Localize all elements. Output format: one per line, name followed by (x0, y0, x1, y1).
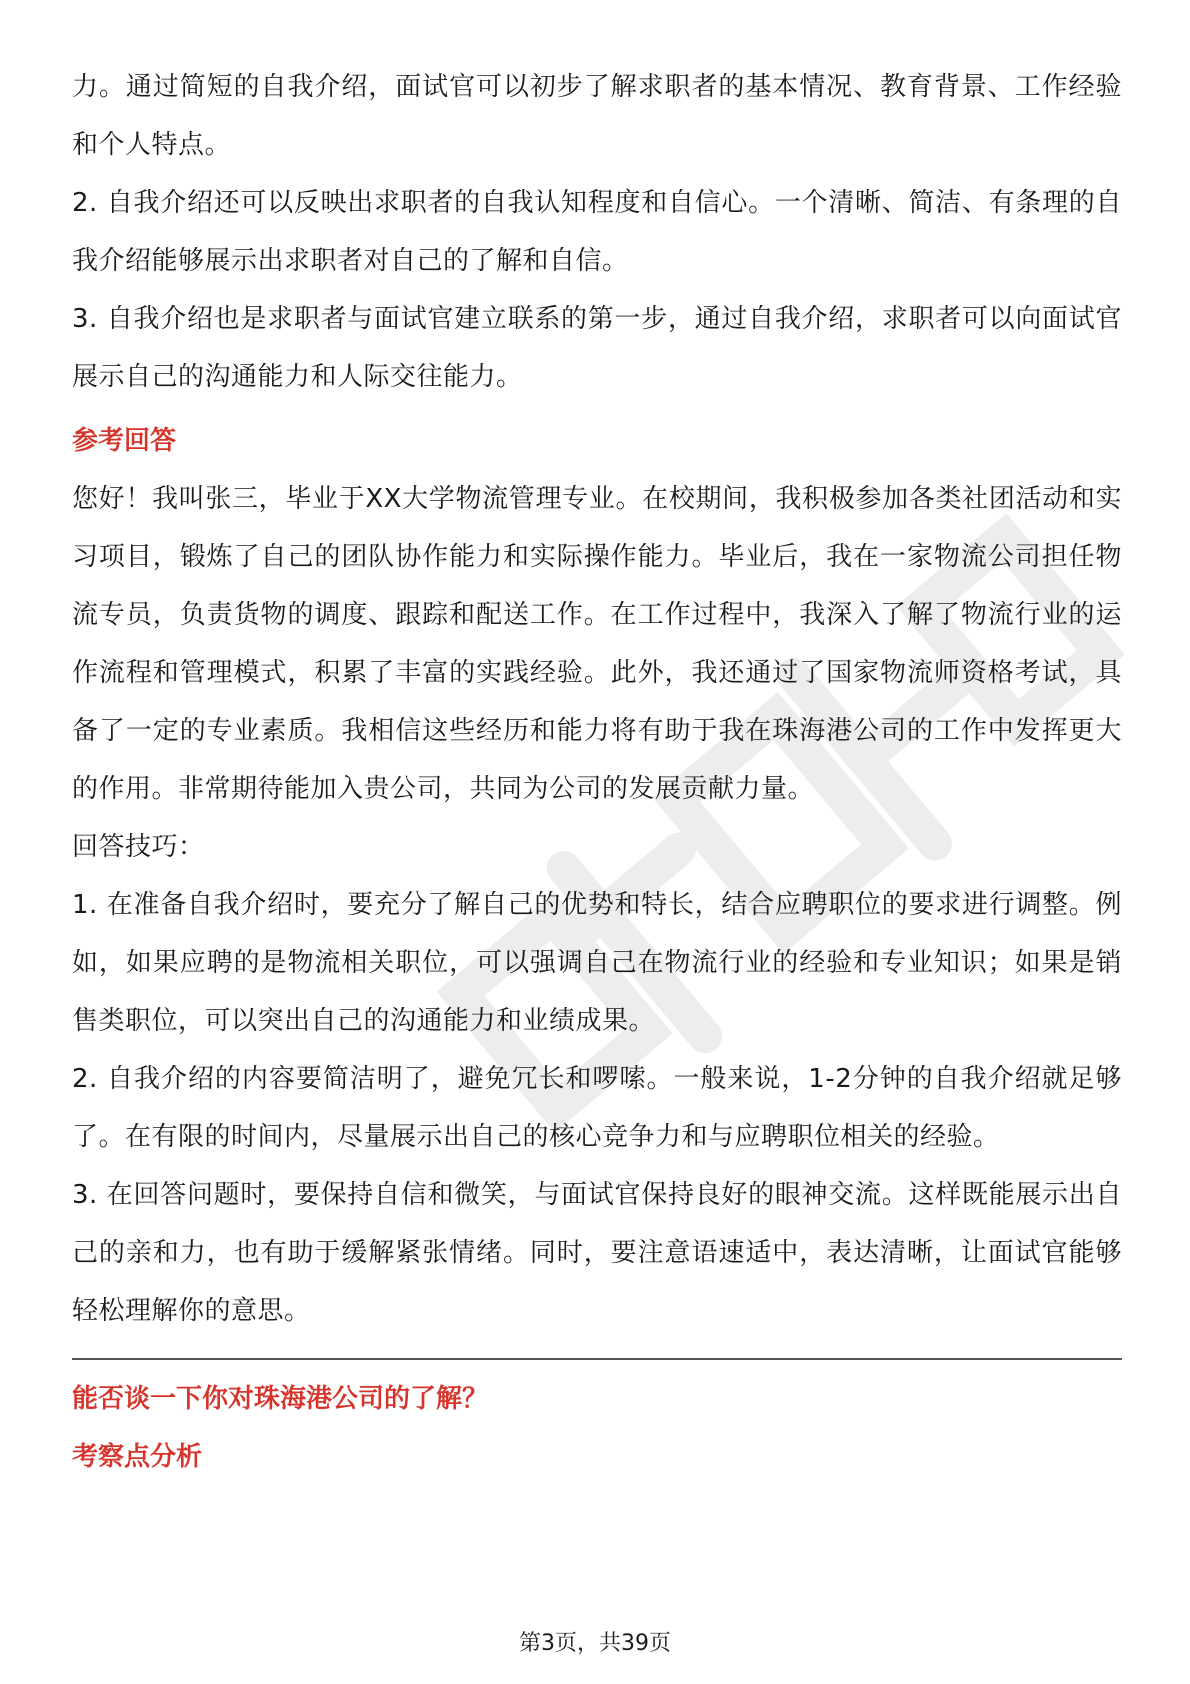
page-number: 第3页，共39页 (519, 1631, 671, 1656)
tip-2: 2. 自我介绍的内容要简洁明了，避免冗长和啰嗦。一般来说，1-2分钟的自我介绍就足够了。在有限的时间内，尽量展示出自己的核心竞争力和与应聘职位相关的经验。 (72, 1064, 1122, 1152)
document-page (72, 58, 1122, 1486)
tip-1: 1. 在准备自我介绍时，要充分了解自己的优势和特长，结合应聘职位的要求进行调整。例如，如果应聘的是物流相关职位，可以强调自己在物流行业的经验和专业知识；如果是销售类职位，可以突出自己的沟通能力和业绩成果。 (72, 890, 1122, 1036)
intro-paragraph: 力。通过简短的自我介绍，面试官可以初步了解求职者的基本情况、教育背景、工作经验和个人特点。 (72, 72, 1122, 160)
tips-label: 回答技巧： (72, 832, 205, 862)
next-question-title: 能否谈一下你对珠海港公司的了解？ (72, 1384, 489, 1414)
tip-3: 3. 在回答问题时，要保持自信和微笑，与面试官保持良好的眼神交流。这样既能展示出自己的亲和力，也有助于缓解紧张情绪。同时，要注意语速适中，表达清晰，让面试官能够轻松理解你的意思。 (72, 1180, 1122, 1326)
reference-answer-heading: 参考回答 (72, 426, 177, 456)
analysis-heading: 考察点分析 (72, 1442, 203, 1472)
section-divider (72, 1358, 1122, 1360)
reference-answer-text: 您好！我叫张三，毕业于XX大学物流管理专业。在校期间，我积极参加各类社团活动和实习项目，锻炼了自己的团队协作能力和实际操作能力。毕业后，我在一家物流公司担任物流专员，负责货物的调度、跟踪和配送工作。在工作过程中，我深入了解了物流行业的运作流程和管理模式，积累了丰富的实践经验。此外，我还通过了国家物流师资格考试，具备了一定的专业素质。我相信这些经历和能力将有助于我在珠海港公司的工作中发挥更大的作用。非常期待能加入贵公司，共同为公司的发展贡献力量。 (72, 484, 1122, 804)
intro-point-3: 3. 自我介绍也是求职者与面试官建立联系的第一步，通过自我介绍，求职者可以向面试官展示自己的沟通能力和人际交往能力。 (72, 304, 1122, 392)
intro-point-2: 2. 自我介绍还可以反映出求职者的自我认知程度和自信心。一个清晰、简洁、有条理的自我介绍能够展示出求职者对自己的了解和自信。 (72, 188, 1122, 276)
